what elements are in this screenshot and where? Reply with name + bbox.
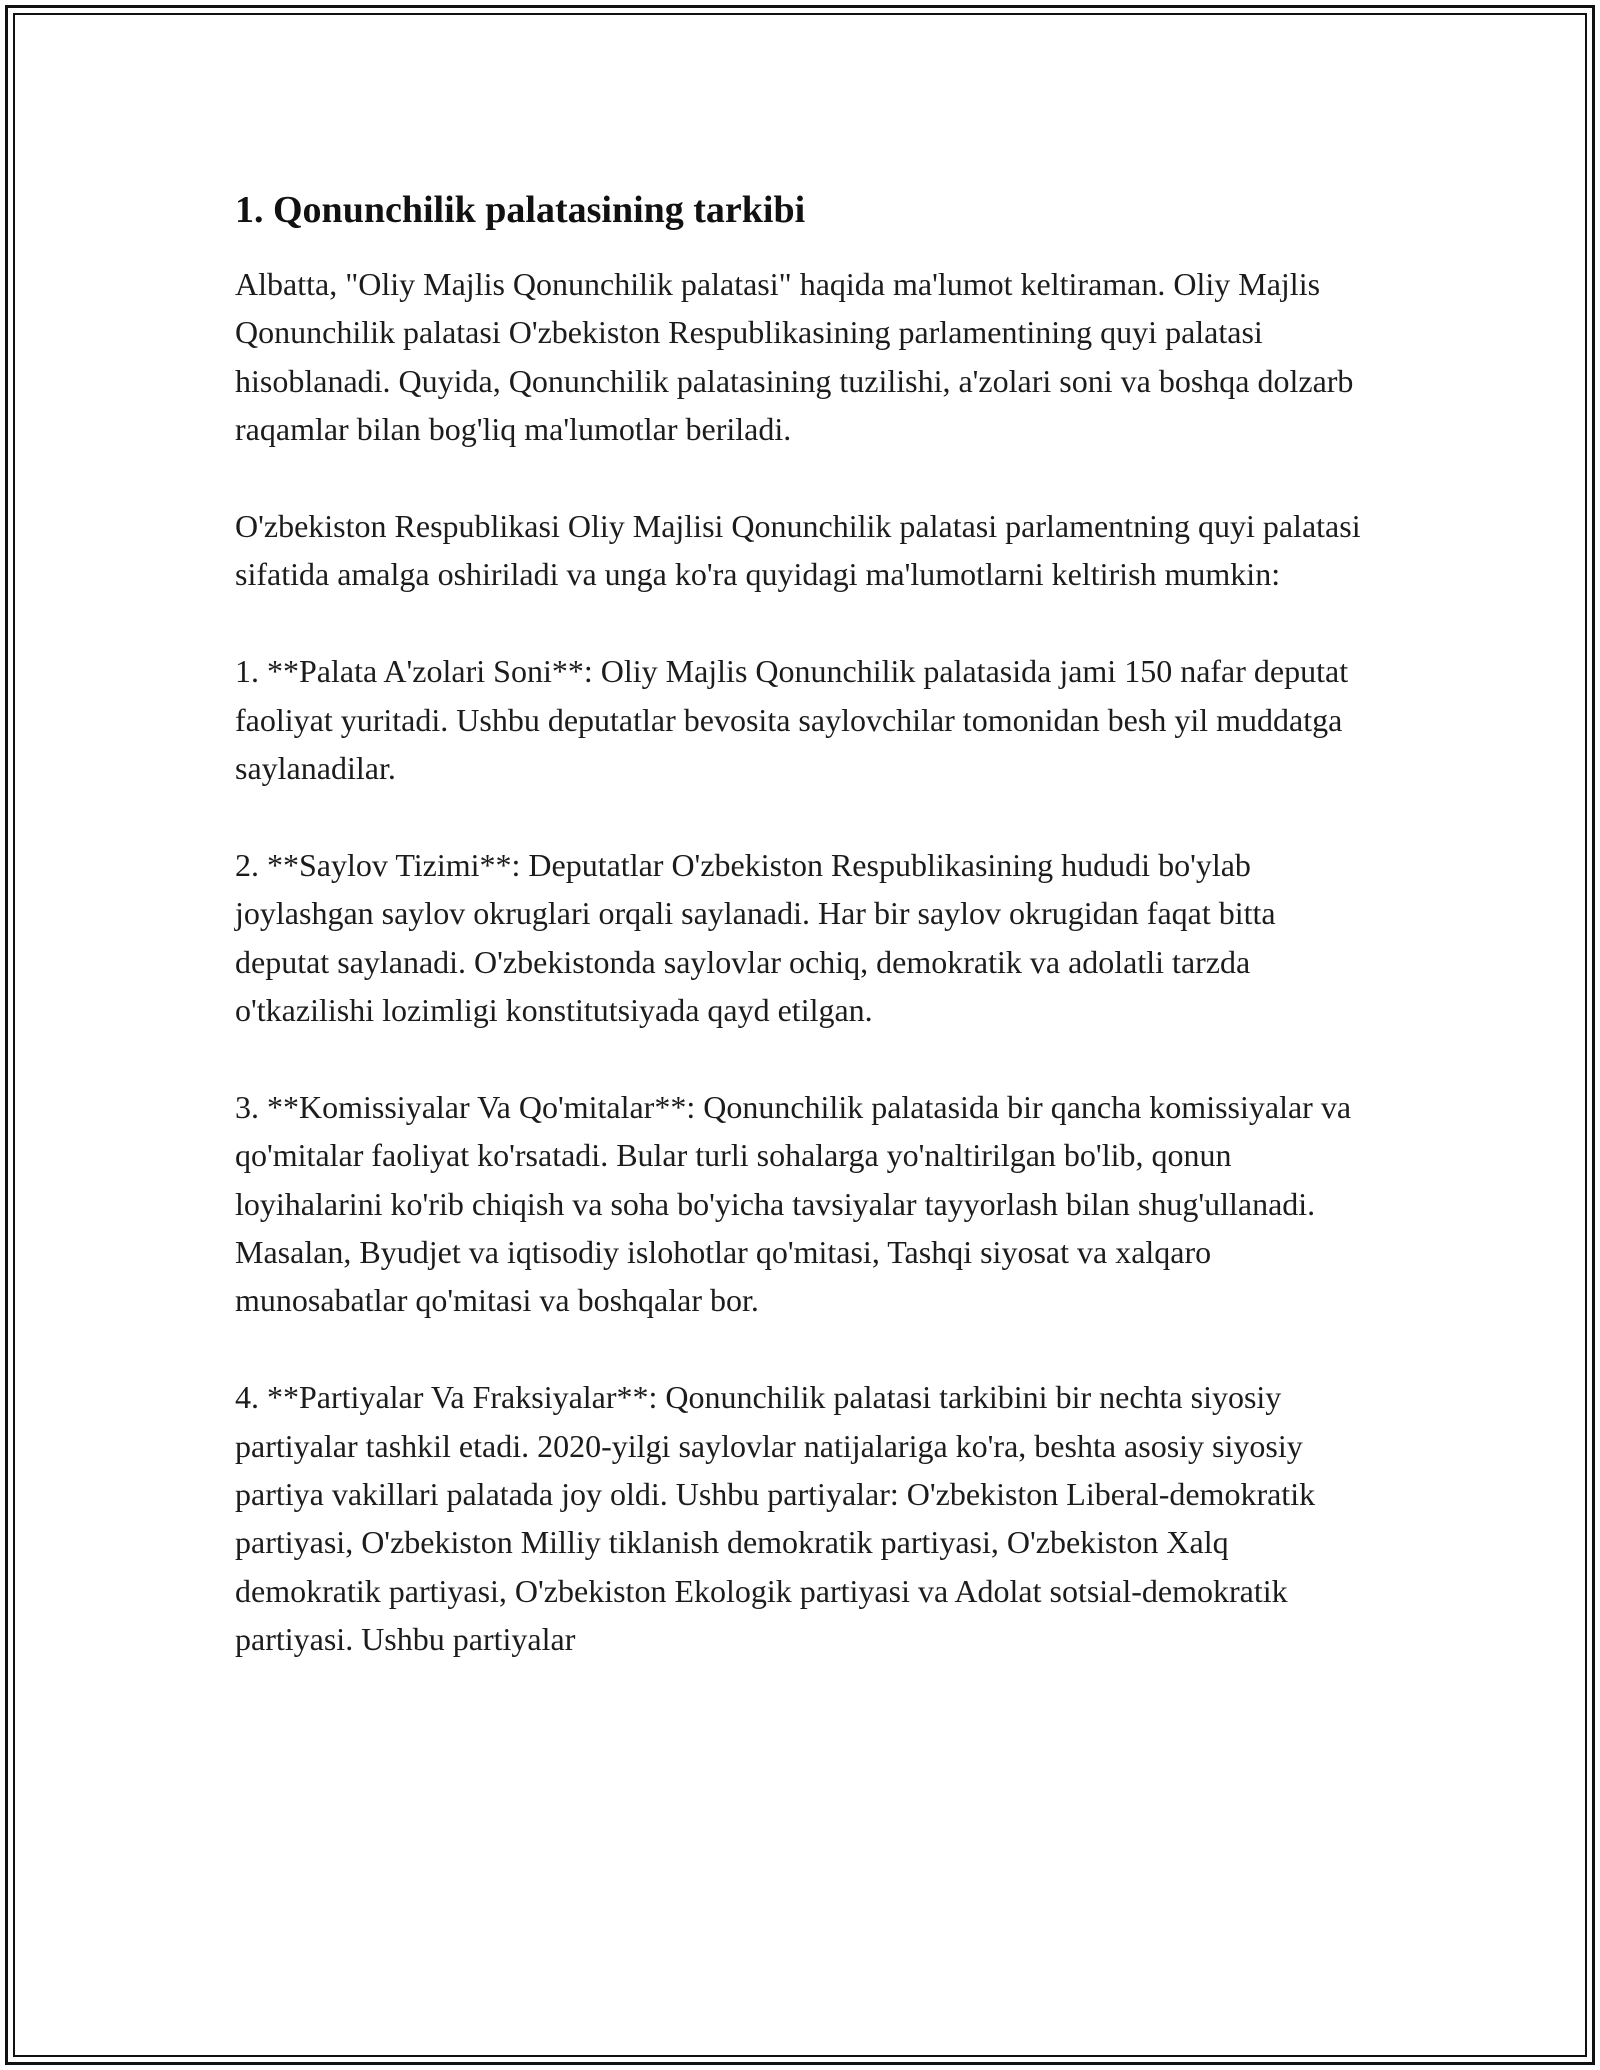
paragraph-election-system: 2. **Saylov Tizimi**: Deputatlar O'zbekiston Respublikasining hududi bo'ylab joylashgan saylov okruglari orqali saylanadi. Har bir saylov okrugidan faqat bitta deputat saylanadi. O'zbekistonda saylovlar ochiq, demokratik va adolatli tarzda o'tkazilishi lozimligi konstitutsiyada qayd etilgan. — [235, 846, 1276, 1029]
paragraph-intro: Albatta, "Oliy Majlis Qonunchilik palatasi" haqida ma'lumot keltiraman. Oliy Majlis Qonunchilik palatasi O'zbekiston Respublikasining parlamentining quyi palatasi hisoblanadi. Quyida, Qonunchilik palatasining tuzilishi, a'zolari soni va boshqa dolzarb raqamlar bilan bog'liq ma'lumotlar beriladi. — [235, 266, 1354, 448]
paragraph-parties: 4. **Partiyalar Va Fraksiyalar**: Qonunchilik palatasi tarkibini bir nechta siyosiy partiyalar tashkil etadi. 2020-yilgi saylovlar natijalariga ko'ra, beshta asosiy siyosiy partiya vakillari palatada joy oldi. Ushbu partiyalar: O'zbekiston Liberal-demokratik partiyasi, O'zbekiston Milliy tiklanish demokratik partiyasi, O'zbekiston Xalq demokratik partiyasi, O'zbekiston Ekologik partiyasi va Adolat sotsial-demokratik partiyasi. Ushbu partiyalar — [235, 1379, 1316, 1658]
paragraph-members-count: 1. **Palata A'zolari Soni**: Oliy Majlis Qonunchilik palatasida jami 150 nafar deputat faoliyat yuritadi. Ushbu deputatlar bevosita saylovchilar tomonidan besh yil muddatga saylanadilar. — [235, 653, 1349, 787]
paragraph-committees: 3. **Komissiyalar Va Qo'mitalar**: Qonunchilik palatasida bir qancha komissiyalar va qo'mitalar faoliyat ko'rsatadi. Bular turli sohalarga yo'naltirilgan bo'lib, qonun loyihalarini ko'rib chiqish va soha bo'yicha tavsiyalar tayyorlash bilan shug'ullanadi. Masalan, Byudjet va iqtisodiy islohotlar qo'mitasi, Tashqi siyosat va xalqaro munosabatlar qo'mitasi va boshqalar bor. — [235, 1088, 1352, 1319]
document-page — [235, 186, 1375, 1664]
document-title: 1. Qonunchilik palatasining tarkibi — [235, 189, 806, 231]
paragraph-overview: O'zbekiston Respublikasi Oliy Majlisi Qonunchilik palatasi parlamentning quyi palatasi sifatida amalga oshiriladi va unga ko'ra quyidagi ma'lumotlarni keltirish mumkin: — [235, 508, 1361, 593]
